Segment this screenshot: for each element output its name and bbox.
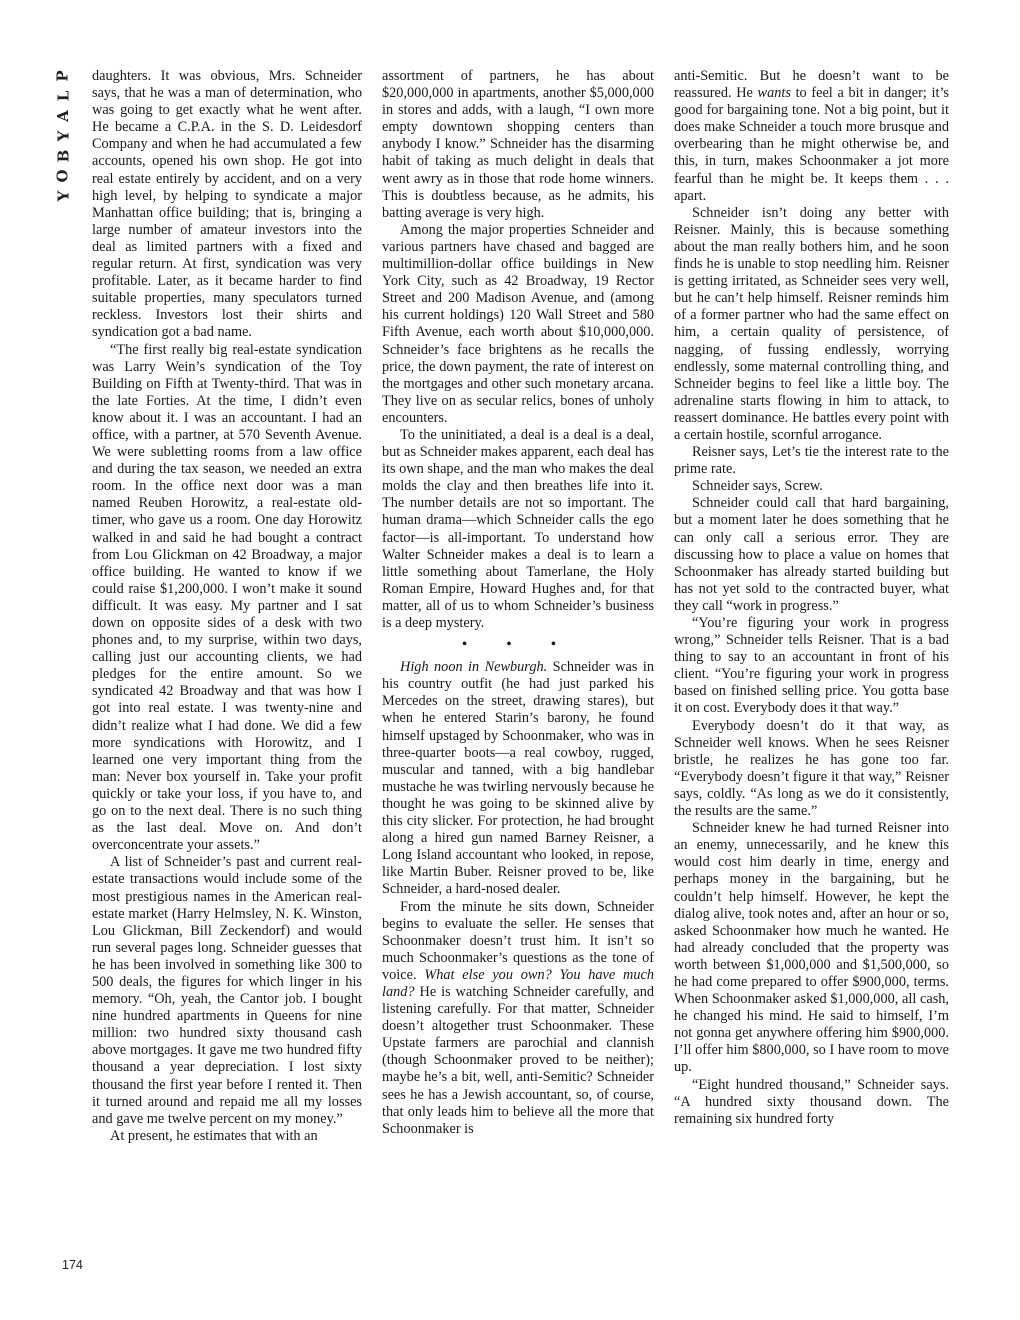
paragraph-text: anti-Semitic. But he doesn’t want to be reassured. He	[674, 68, 949, 102]
emphasis: wants	[757, 85, 791, 102]
paragraph: Reisner says, Let’s tie the interest rate to the prime rate.	[674, 444, 949, 478]
paragraph-text: to feel a bit in danger; it’s good for bargaining tone. Not a big point, but it does make Schneider a touch more brusque and overbearing than he might otherwise be, and this, in turn, makes Schoonmaker a jot more fearful than he might be. It keeps them . . . apart.	[674, 85, 949, 204]
column-1	[92, 68, 362, 1145]
paragraph: A list of Schneider’s past and current real-estate transactions would include some of the most prestigious names in the American real-estate market (Harry Helmsley, N. K. Winston, Lou Glickman, Bill Zeckendorf) and would run several pages long. Schneider guesses that he has been involved in something like 300 to 500 deals, the figures for which linger in his memory. “Oh, yeah, the Cantor job. I bought nine hundred apartments in Queens for nine million: two hundred sixty thousand cash above mortgages. It gave me two hundred fifty thousand a year depreciation. I lost sixty thousand the first year before I rented it. Then it turned around and repaid me all my losses and gave me twelve percent on my money.”	[92, 854, 362, 1127]
page-number: 174	[62, 1258, 83, 1272]
masthead-letter: Y	[54, 130, 72, 142]
paragraph	[382, 899, 654, 1138]
quoted-question: What else you own? You have much land?	[382, 966, 654, 1000]
masthead-letter: P	[54, 70, 72, 82]
paragraph: Among the major properties Schneider and various partners have chased and bagged are multimillion-dollar office buildings in New York City, such as 42 Broadway, 19 Rector Street and 200 Madison Avenue, and (among his current holdings) 120 Wall Street and 580 Fifth Avenue, each worth about $10,000,000. Schneider’s face brightens as he recalls the price, the down payment, the rate of interest on the mortgages and other such monetary arcana. They live on as secular relics, bones of unholy encounters.	[382, 221, 654, 426]
masthead-letter: A	[53, 110, 72, 122]
masthead-letter: O	[53, 169, 72, 183]
paragraph: “You’re figuring your work in progress wrong,” Schneider tells Reisner. That is a bad thing to say to an accountant in front of his client. “You’re figuring your work in progress based on finished selling price. You gotta base it on cost. Everybody does it that way.”	[674, 615, 949, 717]
paragraph: Everybody doesn’t do it that way, as Schneider well knows. When he sees Reisner bristle, he realizes he has gone too far. “Everybody doesn’t figure it that way,” Reisner says, coldly. “As long as we do it consistently, the results are the same.”	[674, 717, 949, 820]
paragraph: assortment of partners, he has about $20,000,000 in apartments, another $5,000,000 in stores and adds, with a laugh, “I own more empty downtown shopping centers than anybody I know.” Schneider has the disarming habit of taking as much delight in deals that went awry as in those that rode home winners. This is doubtless because, as he admits, his batting average is very high.	[382, 68, 654, 221]
paragraph-text: He is watching Schneider carefully, and listening carefully. For that matter, Schneider doesn’t altogether trust Schoonmaker. These Upstate farmers are parochial and clannish (though Schoonmaker proved to be neither); maybe he’s a bit, well, anti-Semitic? Schneider sees he has a Jewish accountant, so, of course, that only leads him to believe all the more that Schoonmaker is	[382, 983, 654, 1137]
paragraph: “Eight hundred thousand,” Schneider says. “A hundred sixty thousand down. The remaining six hundred forty	[674, 1076, 949, 1127]
masthead-letter: Y	[54, 190, 72, 202]
column-3	[674, 68, 949, 1128]
paragraph: At present, he estimates that with an	[110, 1127, 318, 1144]
masthead	[52, 66, 74, 206]
paragraph: Schneider isn’t doing any better with Reisner. Mainly, this is because something about the man really bothers him, and he soon finds he is unable to stop needling him. Reisner is getting irritated, as Schneider sees very well, but he can’t help himself. Reisner reminds him of a former partner who had the same effect on him, a certain quality of persistence, of nagging, of fussing endlessly, worrying endlessly, some maternal controlling thing, and Schneider begins to feel like a little boy. The adrenaline starts flowing in him to attack, to reassert dominance. He battles every point with a certain hostile, scornful arrogance.	[674, 204, 949, 443]
paragraph-text: Schneider was in his country outfit (he had just parked his Mercedes on the street, drawing stares), but when he entered Starin’s barony, he found himself upstaged by Schoonmaker, who was in three-quarter boots—a real cowboy, rugged, muscular and tanned, with a big handlebar mustache he was twirling nervously because he thought he was going to be skinned alive by this city slicker. For protection, he had brought along a hired gun named Barney Reisner, a Long Island accountant who looked, in repose, like Martin Buber. Reisner proved to be, like Schneider, a hard-nosed dealer.	[382, 659, 654, 898]
masthead-letter: B	[54, 149, 72, 163]
paragraph: To the uninitiated, a deal is a deal is a deal, but as Schneider makes apparent, each deal has its own shape, and the man who makes the deal molds the clay and then breathes life into it. The number details are not so important. The human drama—which Schneider calls the ego factor—is all-important. To understand how Walter Schneider makes a deal is to learn a little something about Tamerlane, the Holy Roman Empire, Howard Hughes and, for that matter, all of us to whom Schneider’s business is a deep mystery.	[382, 426, 654, 631]
paragraph: Schneider could call that hard bargaining, but a moment later he does something that he can only call a serious error. They are discussing how to place a value on homes that Schoonmaker has already started building but has not yet sold to the contracted buyer, what they call “work in progress.”	[674, 495, 949, 614]
paragraph	[382, 659, 654, 898]
paragraph	[674, 68, 949, 205]
masthead-letter: L	[53, 90, 72, 102]
section-separator: • • •	[462, 637, 574, 653]
paragraph: daughters. It was obvious, Mrs. Schneider says, that he was a man of determination, who was going to get exactly what he went after. He became a C.P.A. in the S. D. Leidesdorf Company and when he had accumulated a few accounts, opened his own shop. He got into real estate entirely by accident, and on a very high level, by helping to syndicate a major Manhattan office building; that is, bringing a large number of amateur investors into the deal as limited partners with a fixed and regular return. At first, syndication was very profitable. Later, as it became harder to find suitable properties, many speculators turned reckless. Investors lost their shirts and syndication got a bad name.	[92, 68, 362, 341]
section-lead: High noon in Newburgh.	[400, 659, 548, 676]
paragraph: Schneider knew he had turned Reisner into an enemy, unnecessarily, and he knew this would cost him dearly in time, energy and perhaps money in the bargaining, but he couldn’t help himself. However, he kept the dialog alive, took notes and, after an hour or so, asked Schoonmaker how much he wanted. He had already concluded that the property was worth between $1,000,000 and $1,500,000, so he had come prepared to offer $900,000, terms. When Schoonmaker asked $1,000,000, all cash, he changed his mind. He said to himself, I’m not gonna get anywhere offering him $900,000. I’ll offer him $800,000, so I have room to move up.	[674, 820, 949, 1076]
paragraph-text: From the minute he sits down, Schneider begins to evaluate the seller. He senses that Schoonmaker doesn’t trust him. It isn’t so much Schoonmaker’s questions as the tone of voice.	[382, 898, 654, 983]
column-2	[382, 68, 654, 1138]
paragraph: “The first really big real-estate syndication was Larry Wein’s syndication of the Toy Building on Fifth at Twenty-third. That was in the late Forties. At the time, I didn’t even know about it. I was an accountant. I had an office, with a partner, at 570 Seventh Avenue. We were subletting rooms from a law office and during the tax season, we needed an extra room. In the office next door was a man named Reuben Horowitz, a real-estate old-timer, who gave us a room. One day Horowitz walked in and said he had bought a contract from Lou Glickman on 42 Broadway, a major office building. He wanted to know if we could raise $1,200,000. I won’t make it sound difficult. It was easy. My partner and I sat down on opposite sides of a desk with two phones and, to my surprise, within two days, calling just our accounting clients, we had pledges for the entire amount. So we syndicated 42 Broadway and that was how I got into real estate. I was twenty-nine and didn’t realize what I had done. We did a few more syndications with Horowitz, and I learned one very important thing from the man: Never box yourself in. Take your profit quickly or take your loss, if you have to, and go on to the next deal. There is no such thing as the last deal. Move on. And don’t overconcentrate your assets.”	[92, 341, 362, 854]
paragraph: Schneider says, Screw.	[692, 478, 823, 495]
